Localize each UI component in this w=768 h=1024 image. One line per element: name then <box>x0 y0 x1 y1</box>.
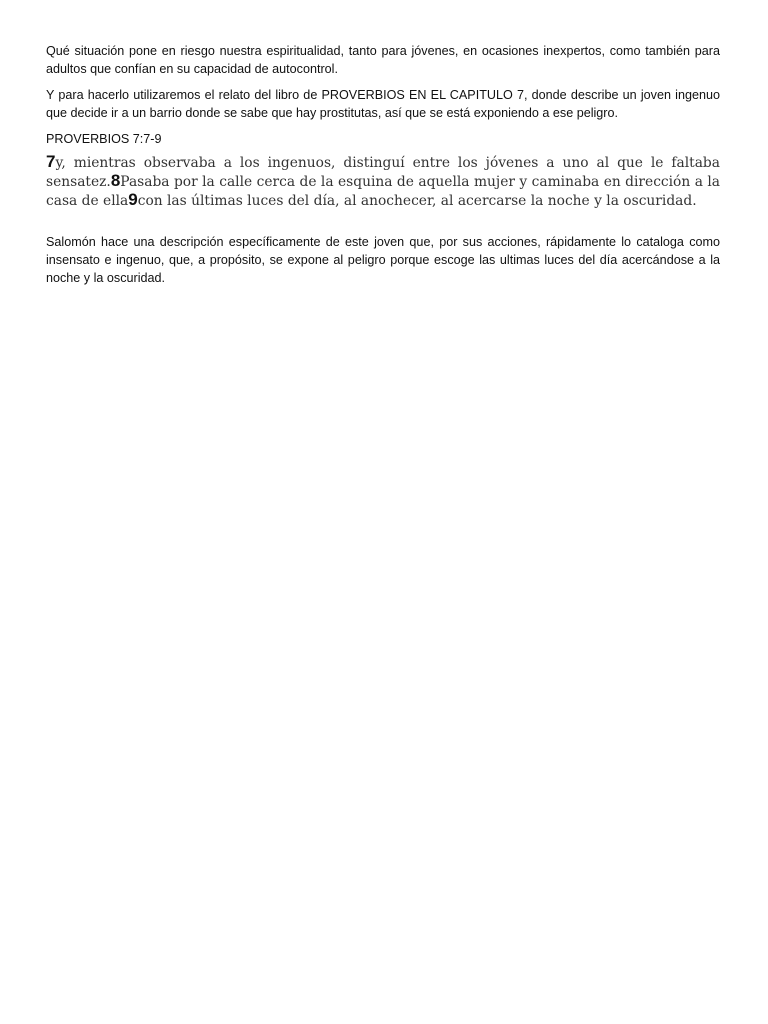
verse-text: con las últimas luces del día, al anochecer, al acercarse la noche y la oscuridad. <box>137 193 697 209</box>
closing-paragraph: Salomón hace una descripción específicamente de este joven que, por sus acciones, rápidamente lo cataloga como insensato e ingenuo, que, a propósito, se expone al peligro porque escoge las ultimas luces del día acercándose a la noche y la oscuridad. <box>46 235 720 285</box>
verse-number: 7 <box>46 152 56 171</box>
scripture-passage <box>46 153 720 210</box>
document-page <box>46 42 720 295</box>
intro-paragraph: Qué situación pone en riesgo nuestra espiritualidad, tanto para jóvenes, en ocasiones inexpertos, como también para adultos que confían en su capacidad de autocontrol. <box>46 44 720 76</box>
verse-text: y, mientras observaba a los ingenuos, distinguí entre los jóvenes a uno al que le faltaba sensatez. <box>46 155 720 190</box>
scripture-reference: PROVERBIOS 7:7-9 <box>46 132 162 146</box>
verse-text: Pasaba por la calle cerca de la esquina de aquella mujer y caminaba en dirección a la casa de ella <box>46 174 720 209</box>
verse-number: 8 <box>110 171 121 190</box>
context-paragraph: Y para hacerlo utilizaremos el relato del libro de PROVERBIOS EN EL CAPITULO 7, donde describe un joven ingenuo que decide ir a un barrio donde se sabe que hay prostitutas, así que se está exponiendo a ese peligro. <box>46 88 720 120</box>
verse-number: 9 <box>128 190 138 209</box>
